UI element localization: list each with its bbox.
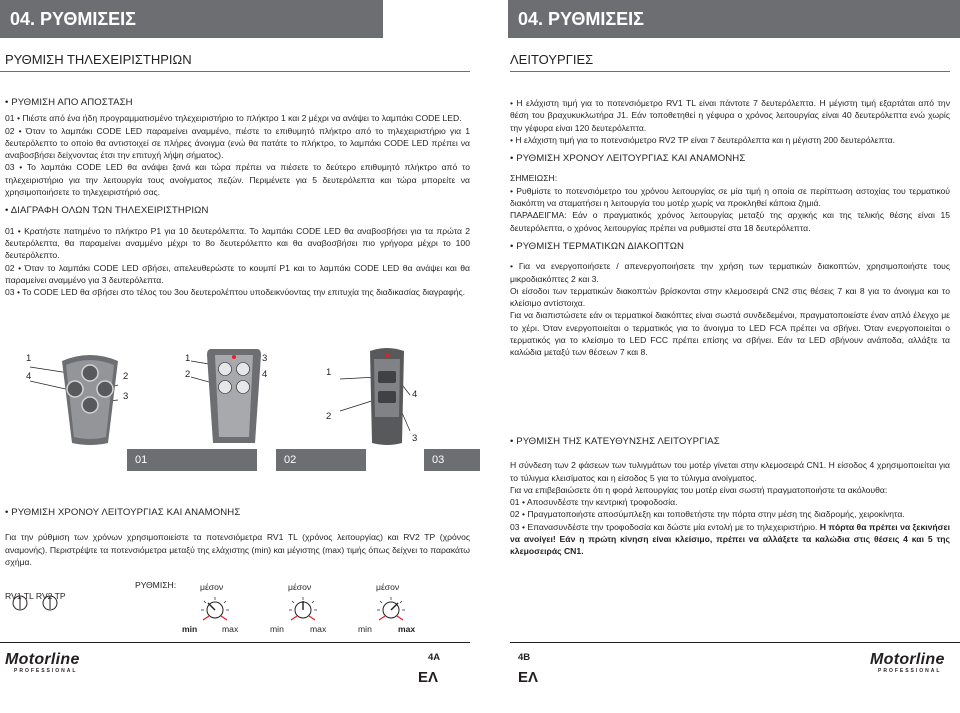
remote-setup-step-1: 01 • Πιέστε από ένα ήδη προγραμματισμένο τηλεχειριστήριο το πλήκτρο 1 και 2 μέχρι να ανάψει το λαμπάκι CODE LED. (5, 113, 462, 124)
chapter-banner: 04. ΡΥΘΜΙΣΕΙΣ (0, 0, 383, 38)
remote-03-tab: 03 (424, 449, 480, 471)
brand-logo: Motorline (5, 651, 80, 668)
remote-01-label-3: 3 (123, 391, 129, 402)
note-text: • Ρυθμίστε το ποτενσιόμετρο του χρόνου λειτουργίας σε μία τιμή η οποία σε περίπτωση αστοχίας του τερματικού διακόπτη να σταματήσει η λειτουργία του μοτέρ χωρίς να προκληθεί κάποια ζημιά. (510, 185, 950, 209)
direction-heading: • ΡΥΘΜΙΣΗ ΤΗΣ ΚΑΤΕΥΘΥΝΣΗΣ ΛΕΙΤΟΥΡΓΙΑΣ (510, 436, 720, 447)
direction-step-1: 01 • Αποσυνδέστε την κεντρική τροφοδοσία. (510, 497, 678, 508)
delete-all-step-1: 01 • Κρατήστε πατημένο το πλήκτρο P1 για 10 δευτερόλεπτα. Το λαμπάκι CODE LED θα αναβοσβήσει για τα πρώτα 2 δευτερόλεπτα, θα παραμείνει αναμμένο μέχρι το 8ο δευτερόλεπτο και θα αναβοσβήσει πιο γρήγορα μέχρι το 100 δευτερόλεπτο. (5, 225, 470, 261)
rv2-limits-text: • Η ελάχιστη τιμή για το ποτενσιόμετρο RV2 TP είναι 7 δευτερόλεπτα και η μέγιστη 200 δευτερόλεπτα. (510, 134, 896, 145)
direction-step-3 (510, 521, 950, 558)
direction-text-1: Η σύνδεση των 2 φάσεων των τυλιγμάτων του μοτέρ γίνεται στην κλεμοσειρά CN1. Η είσοδος 4 χρησιμοποιείται για το τύλιγμα κλεισίματος και η είσοδος 5 για το τύλιγμα ανοίγματος. (510, 460, 950, 483)
remote-setup-heading: • ΡΥΘΜΙΣΗ ΑΠΟ ΑΠΟΣΤΑΣΗ (5, 97, 133, 108)
brand-logo-subtitle: PROFESSIONAL (14, 668, 78, 674)
remote-01-label-1: 1 (26, 353, 32, 364)
delete-all-step-3: 03 • Το CODE LED θα σβήσει στο τέλος του 3ου δευτερολέπτου υποδεικνύοντας την επιτυχία της διαδικασίας διαγραφής. (5, 287, 466, 298)
remote-setup-step-2: 02 • Όταν το λαμπάκι CODE LED παραμείνει αναμμένο, πιέστε το επιθυμητό πλήκτρο από το τηλεχειριστήριο για 1 δευτερόλεπτο το οποίο θα αντιστοιχεί σε πλήρες άνοιγμα (ενώ θα πατάτε το πλήκτρο, το λαμπάκι CODE LED πρέπει να αναβοσβήσει δείχνοντας έτσι την επιτυχή λήψη σήματος). (5, 125, 470, 161)
language-code: ΕΛ (518, 669, 539, 686)
direction-step-3-text: 03 • Επανασυνδέστε την τροφοδοσία και δώστε μία εντολή με το τηλεχειριστήριο. (510, 521, 818, 532)
delete-all-heading: • ΔΙΑΓΡΑΦΗ ΟΛΩΝ ΤΩΝ ΤΗΛΕΧΕΙΡΙΣΤΗΡΙΩΝ (5, 205, 209, 217)
remote-01-tab: 01 (127, 449, 257, 471)
pot-2-max-label: max (310, 624, 327, 634)
operation-time-text: Για την ρύθμιση των χρόνων χρησιμοποιείστε τα ποτενσιόμετρα RV1 TL (χρόνος λειτουργίας) και RV2 TP (χρόνος αναμονής). Περιστρέψτε τα ποτενσιόμετρα μεταξύ της ελάχιστης (min) και μέγιστης (max) τιμής όπως δείχνει το παρακάτω σχήμα. (5, 532, 470, 567)
remote-03-label-4: 4 (412, 389, 418, 400)
remote-02-illustration (175, 347, 285, 447)
example-text: ΠΑΡΑΔΕΙΓΜΑ: Εάν ο πραγματικός χρόνος λειτουργίας μεταξύ της αρχικής και της τελικής θέσης είναι 15 δευτερόλεπτα, ο χρόνος λειτουργίας πρέπει να ρυθμιστεί στα 18 δευτερόλεπτα. (510, 210, 950, 233)
remote-02-label-4: 4 (262, 369, 268, 380)
remote-01-label-2: 2 (123, 371, 129, 382)
brand-logo-subtitle: PROFESSIONAL (878, 668, 942, 674)
divider (0, 71, 470, 72)
page-4b (480, 0, 960, 713)
pot-dial-mid-icon (283, 594, 323, 626)
pot-3-mid-label: μέσον (376, 582, 400, 592)
direction-step-3-warning: Η πόρτα θα πρέπει να ξεκινήσει να ανοίγει! Εάν η πρώτη κίνηση είναι κλείσιμο, πρέπει να αλλάξετε τα καλώδια στις θέσεις 4 και 5 της κλεμοσειράς CN1. (510, 521, 951, 557)
pot-1-min-label: min (182, 624, 198, 634)
direction-block (510, 436, 950, 558)
remote-03-label-1: 1 (326, 367, 332, 378)
chapter-banner: 04. ΡΥΘΜΙΣΕΙΣ (508, 0, 960, 38)
brand-logo: Motorline (870, 651, 945, 668)
divider (510, 71, 950, 72)
remote-setup-block (5, 97, 470, 298)
remote-03-label-3: 3 (412, 433, 418, 444)
page-number: 4B (518, 652, 531, 663)
operation-time-heading: • ΡΥΘΜΙΣΗ ΧΡΟΝΟΥ ΛΕΙΤΟΥΡΓΙΑΣ ΚΑΙ ΑΝΑΜΟΝΗΣ (5, 507, 241, 518)
footer-divider (510, 642, 960, 643)
direction-text-2: Για να επιβεβαιώσετε ότι η φορά λειτουργίας του μοτέρ είναι σωστή πραγματοποιήστε τα ακόλουθα: (510, 484, 888, 495)
limit-switch-text-2: Οι είσοδοι των τερματικών διακοπτών βρίσκονται στην κλεμοσειρά CN2 στις θέσεις 7 και 8 για το άνοιγμα και το κλείσιμο αντίστοιχα. (510, 285, 950, 309)
section-title: ΡΥΘΜΙΣΗ ΤΗΛΕΧΕΙΡΙΣΤΗΡΙΩΝ (5, 52, 192, 67)
timing-heading: • ΡΥΘΜΙΣΗ ΧΡΟΝΟΥ ΛΕΙΤΟΥΡΓΙΑΣ ΚΑΙ ΑΝΑΜΟΝΗΣ (510, 153, 746, 165)
rv-labels: RV1 TL RV2 TP (5, 591, 66, 601)
limit-switch-heading: • ΡΥΘΜΙΣΗ ΤΕΡΜΑΤΙΚΩΝ ΔΙΑΚΟΠΤΩΝ (510, 240, 685, 252)
remote-02-label-3: 3 (262, 353, 268, 364)
pot-dial-min-icon (195, 594, 235, 626)
remote-02-label-2: 2 (185, 369, 191, 380)
note-label: ΣΗΜΕΙΩΣΗ: (510, 173, 558, 184)
pot-dial-max-icon (371, 594, 411, 626)
limit-switch-text-1: • Για να ενεργοποιήσετε / απενεργοποιήσετε την χρήση των τερματικών διακοπτών, χρησιμοποιήστε τους μικροδιακόπτες 2 και 3. (510, 261, 950, 284)
setting-label: ΡΥΘΜΙΣΗ: (135, 580, 177, 590)
remote-02-tab: 02 (276, 449, 366, 471)
remote-01-illustration (0, 347, 155, 447)
pot-2-min-label: min (270, 624, 284, 634)
pot-1-max-label: max (222, 624, 239, 634)
remote-03-label-2: 2 (326, 411, 332, 422)
language-code: ΕΛ (418, 669, 439, 686)
remote-setup-step-3: 03 • Το λαμπάκι CODE LED θα ανάψει ξανά και τώρα πρέπει να πιέσετε το δεύτερο επιθυμητό πλήκτρο από το τηλεχειριστήριο για την λειτουργία τους ανοίγματος πεζών. Περιμένετε για 5 δευτερόλεπτα και τώρα μπορείτε να χρησιμοποιήσετε το τηλεχειριστήριό σας. (5, 162, 470, 198)
functions-block (510, 97, 950, 359)
pot-1-mid-label: μέσον (200, 582, 224, 592)
remote-01-label-4: 4 (26, 371, 32, 382)
potentiometer-diagram (0, 580, 470, 640)
section-title: ΛΕΙΤΟΥΡΓΙΕΣ (510, 52, 594, 67)
delete-all-step-2: 02 • Όταν το λαμπάκι CODE LED σβήσει, απελευθερώστε το κουμπί P1 και το λαμπάκι CODE LED θα ανάψει και θα παραμείνει αναμμένο για 3 δευτερόλεπτα. (5, 262, 470, 285)
page-number: 4A (428, 652, 441, 663)
pot-2-mid-label: μέσον (288, 582, 312, 592)
remote-02-label-1: 1 (185, 353, 191, 364)
limit-switch-text-3: Για να διαπιστώσετε εάν οι τερματικοί διακόπτες είναι σωστά συνδεδεμένοι, πραγματοποιείστε έναν απλό έλεγχο με το χέρι. Όταν ενεργοποιείται ο τερματικός για το άνοιγμα το LED FCA πρέπει να σβήνει. Όταν ενεργοποιείται ο τερματικός για το κλείσιμο το LED FCC πρέπει επίσης να σβήνει. Εάν τα LED σβήνουν ανάποδα, αλλάξτε τα καλώδια μεταξύ των θέσεων 7 και 8. (510, 310, 950, 358)
footer-divider (0, 642, 470, 643)
pot-3-min-label: min (358, 624, 372, 634)
rv1-limits-text: • Η ελάχιστη τιμή για το ποτενσιόμετρο RV1 TL είναι πάντοτε 7 δευτερόλεπτα. Η μέγιστη τιμή εξαρτάται από την θέση του βραχυκυκλωτήρα J1. Εάν τοποθετηθεί η γέφυρα ο χρόνος λειτουργίας είναι 40 δευτερόλεπτα ενώ χωρίς την γέφυρα είναι 120 δευτερόλεπτα. (510, 98, 950, 133)
pot-3-max-label: max (398, 624, 416, 634)
operation-time-block (5, 507, 470, 568)
direction-step-2: 02 • Πραγματοποιήστε αποσύμπλεξη και τοποθετήστε την πόρτα στην μέση της διαδρομής, χειροκίνητα. (510, 509, 905, 520)
remote-diagrams (0, 347, 470, 474)
remote-03-illustration (330, 347, 440, 447)
